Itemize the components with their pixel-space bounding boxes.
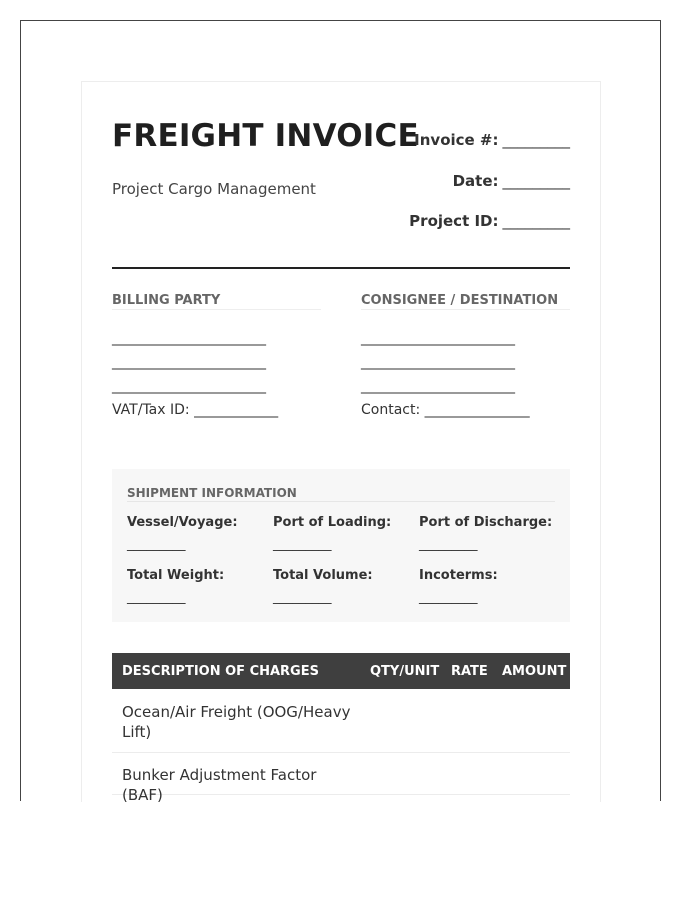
incoterms-label: Incoterms:	[419, 568, 498, 583]
port-of-loading-blank[interactable]: _________	[273, 537, 332, 552]
total-volume-label: Total Volume:	[273, 568, 373, 583]
header-divider	[112, 267, 570, 269]
contact-field[interactable]: Contact: _______________	[361, 402, 530, 418]
vat-tax-id-field[interactable]: VAT/Tax ID: ____________	[112, 402, 279, 418]
charges-table-header	[112, 653, 570, 689]
charge-description: Ocean/Air Freight (OOG/Heavy Lift)	[122, 703, 351, 741]
date-blank[interactable]: _________	[502, 172, 570, 190]
invoice-number-blank[interactable]: _________	[502, 131, 570, 149]
port-of-discharge-label: Port of Discharge:	[419, 515, 553, 530]
date-field[interactable]	[453, 172, 570, 190]
total-weight-blank[interactable]: _________	[127, 590, 186, 605]
billing-line-2[interactable]: ______________________	[112, 354, 266, 370]
charge-description: Bunker Adjustment Factor (BAF)	[122, 766, 317, 804]
column-header-rate: RATE	[451, 664, 488, 679]
billing-line-3[interactable]: ______________________	[112, 378, 266, 394]
invoice-subtitle: Project Cargo Management	[112, 180, 316, 198]
billing-party-heading: BILLING PARTY	[112, 293, 321, 310]
column-header-description: DESCRIPTION OF CHARGES	[122, 664, 319, 679]
shipment-info-heading: SHIPMENT INFORMATION	[127, 486, 555, 502]
date-label: Date:	[452, 172, 499, 190]
consignee-heading: CONSIGNEE / DESTINATION	[361, 293, 570, 310]
project-id-field[interactable]	[409, 212, 570, 230]
total-volume-blank[interactable]: _________	[273, 590, 332, 605]
total-weight-label: Total Weight:	[127, 568, 225, 583]
column-header-qty-unit: QTY/UNIT	[370, 664, 440, 679]
project-id-blank[interactable]: _________	[502, 212, 570, 230]
table-row	[112, 753, 570, 804]
port-of-discharge-blank[interactable]: _________	[419, 537, 478, 552]
vessel-voyage-label: Vessel/Voyage:	[127, 515, 238, 530]
table-row	[112, 689, 570, 753]
port-of-loading-label: Port of Loading:	[273, 515, 392, 530]
vessel-voyage-blank[interactable]: _________	[127, 537, 186, 552]
invoice-title: FREIGHT INVOICE	[112, 118, 419, 154]
project-id-label: Project ID:	[409, 212, 499, 230]
invoice-number-label: Invoice #:	[414, 131, 499, 149]
billing-line-1[interactable]: ______________________	[112, 330, 266, 346]
column-header-amount: AMOUNT	[502, 664, 567, 679]
consignee-line-3[interactable]: ______________________	[361, 378, 515, 394]
incoterms-blank[interactable]: _________	[419, 590, 478, 605]
invoice-number-field[interactable]	[414, 131, 570, 149]
consignee-line-1[interactable]: ______________________	[361, 330, 515, 346]
consignee-line-2[interactable]: ______________________	[361, 354, 515, 370]
